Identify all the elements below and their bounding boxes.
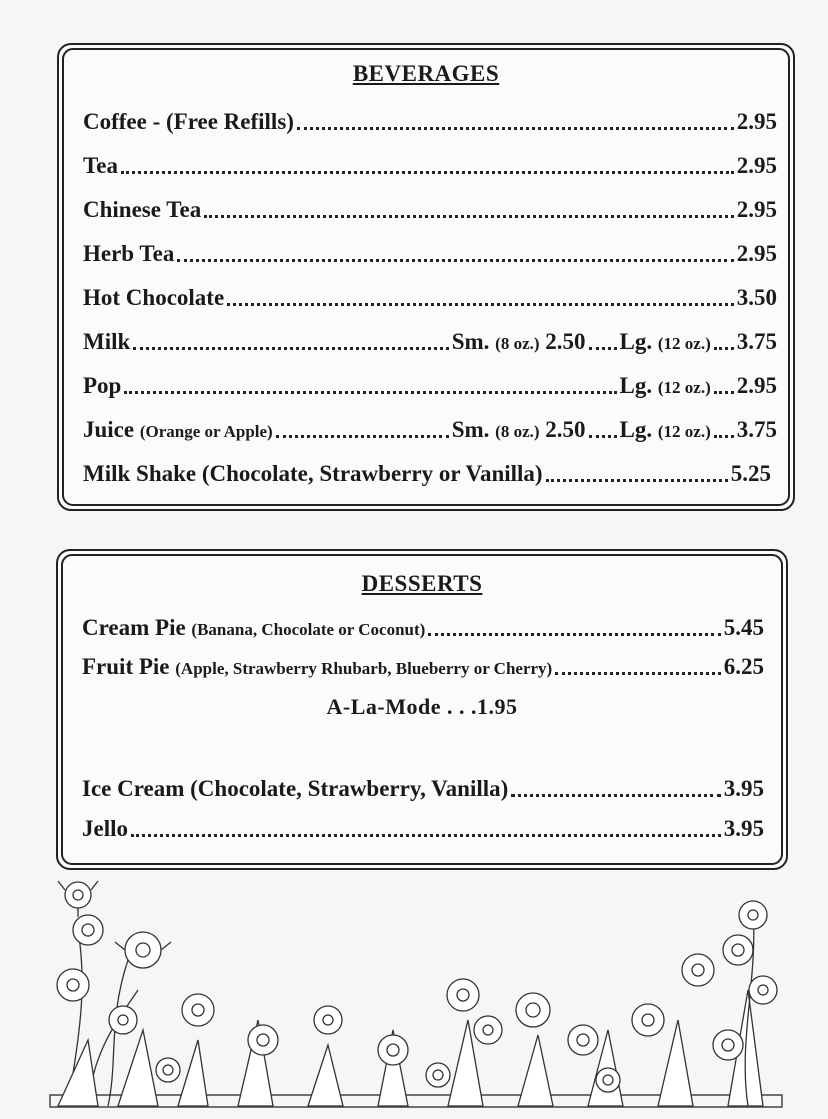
dot-leader	[711, 417, 737, 443]
item-price: 2.95	[736, 241, 777, 266]
dot-leader	[121, 373, 619, 399]
large-label: Lg.	[619, 417, 653, 442]
item-price: 5.45	[723, 615, 764, 640]
item-name: Herb Tea	[83, 241, 175, 266]
large-size: (12 oz.)	[657, 334, 711, 353]
menu-item-ice-cream	[82, 776, 764, 802]
item-name: Coffee - (Free Refills)	[83, 109, 294, 134]
item-name: Fruit Pie	[82, 654, 170, 679]
dot-leader	[586, 417, 620, 443]
desserts-title: DESSERTS	[361, 571, 483, 596]
menu-item-tea	[83, 153, 777, 179]
large-size: (12 oz.)	[657, 422, 711, 441]
small-label: Sm.	[451, 417, 490, 442]
daffodil-flowers-illustration-icon	[48, 870, 784, 1108]
dot-leader	[425, 615, 723, 641]
item-price: 3.50	[736, 285, 777, 310]
dot-leader	[711, 329, 737, 355]
item-price: 6.25	[723, 654, 764, 679]
item-name: Hot Chocolate	[83, 285, 225, 310]
dot-leader	[586, 329, 620, 355]
small-size-price	[452, 329, 586, 355]
small-price: 2.50	[545, 329, 586, 354]
item-name: Juice	[83, 417, 135, 442]
item-name: Milk Shake (Chocolate, Strawberry or Vanilla)	[83, 461, 543, 486]
item-price: 2.95	[736, 197, 777, 222]
dot-leader	[118, 153, 737, 179]
dot-leader	[543, 461, 731, 487]
dot-leader	[174, 241, 736, 267]
menu-item-fruit-pie	[82, 654, 764, 680]
dot-leader	[711, 373, 737, 399]
item-note: (Apple, Strawberry Rhubarb, Blueberry or Cherry)	[175, 659, 553, 678]
large-label: Lg.	[619, 329, 653, 354]
large-size-price	[620, 329, 711, 355]
menu-item-juice	[83, 417, 777, 443]
item-name: Ice Cream (Chocolate, Strawberry, Vanilla)	[82, 776, 509, 801]
item-price: 3.95	[723, 776, 764, 801]
large-price: 2.95	[736, 373, 777, 398]
menu-item-chinese-tea	[83, 197, 777, 223]
item-name: Cream Pie	[82, 615, 186, 640]
beverages-title: BEVERAGES	[352, 61, 500, 86]
beverages-section	[57, 43, 795, 511]
small-size-price	[452, 417, 586, 443]
small-price: 2.50	[545, 417, 586, 442]
dot-leader	[273, 417, 452, 443]
dot-leader	[224, 285, 737, 311]
large-size-price	[620, 417, 711, 443]
item-price: 3.95	[723, 816, 764, 841]
a-la-mode: A-La-Mode . . .1.95	[326, 694, 518, 719]
menu-item-milk	[83, 329, 777, 355]
dot-leader	[201, 197, 737, 223]
menu-item-cream-pie	[82, 615, 764, 641]
dot-leader	[294, 109, 737, 135]
dot-leader	[128, 816, 724, 842]
desserts-section	[56, 549, 788, 870]
item-price: 2.95	[736, 153, 777, 178]
small-size: (8 oz.)	[495, 334, 540, 353]
menu-item-jello	[82, 816, 764, 842]
item-note: (Banana, Chocolate or Coconut)	[191, 620, 426, 639]
menu-item-pop	[83, 373, 777, 399]
menu-item-hot-chocolate	[83, 285, 777, 311]
menu-item-milk-shake	[83, 461, 771, 487]
dot-leader	[552, 654, 724, 680]
item-name: Jello	[82, 816, 128, 841]
small-label: Sm.	[451, 329, 490, 354]
item-name: Chinese Tea	[83, 197, 202, 222]
item-price: 5.25	[730, 461, 771, 486]
large-size: (12 oz.)	[657, 378, 711, 397]
small-size: (8 oz.)	[495, 422, 540, 441]
large-size-price	[620, 373, 711, 399]
item-price: 2.95	[736, 109, 777, 134]
large-label: Lg.	[619, 373, 653, 398]
item-note: (Orange or Apple)	[139, 422, 273, 441]
item-name: Milk	[83, 329, 131, 354]
large-price: 3.75	[736, 417, 777, 442]
item-name: Tea	[83, 153, 118, 178]
menu-item-herb-tea	[83, 241, 777, 267]
large-price: 3.75	[736, 329, 777, 354]
dot-leader	[508, 776, 723, 802]
dot-leader	[130, 329, 451, 355]
item-name: Pop	[83, 373, 122, 398]
menu-item-coffee	[83, 109, 777, 135]
